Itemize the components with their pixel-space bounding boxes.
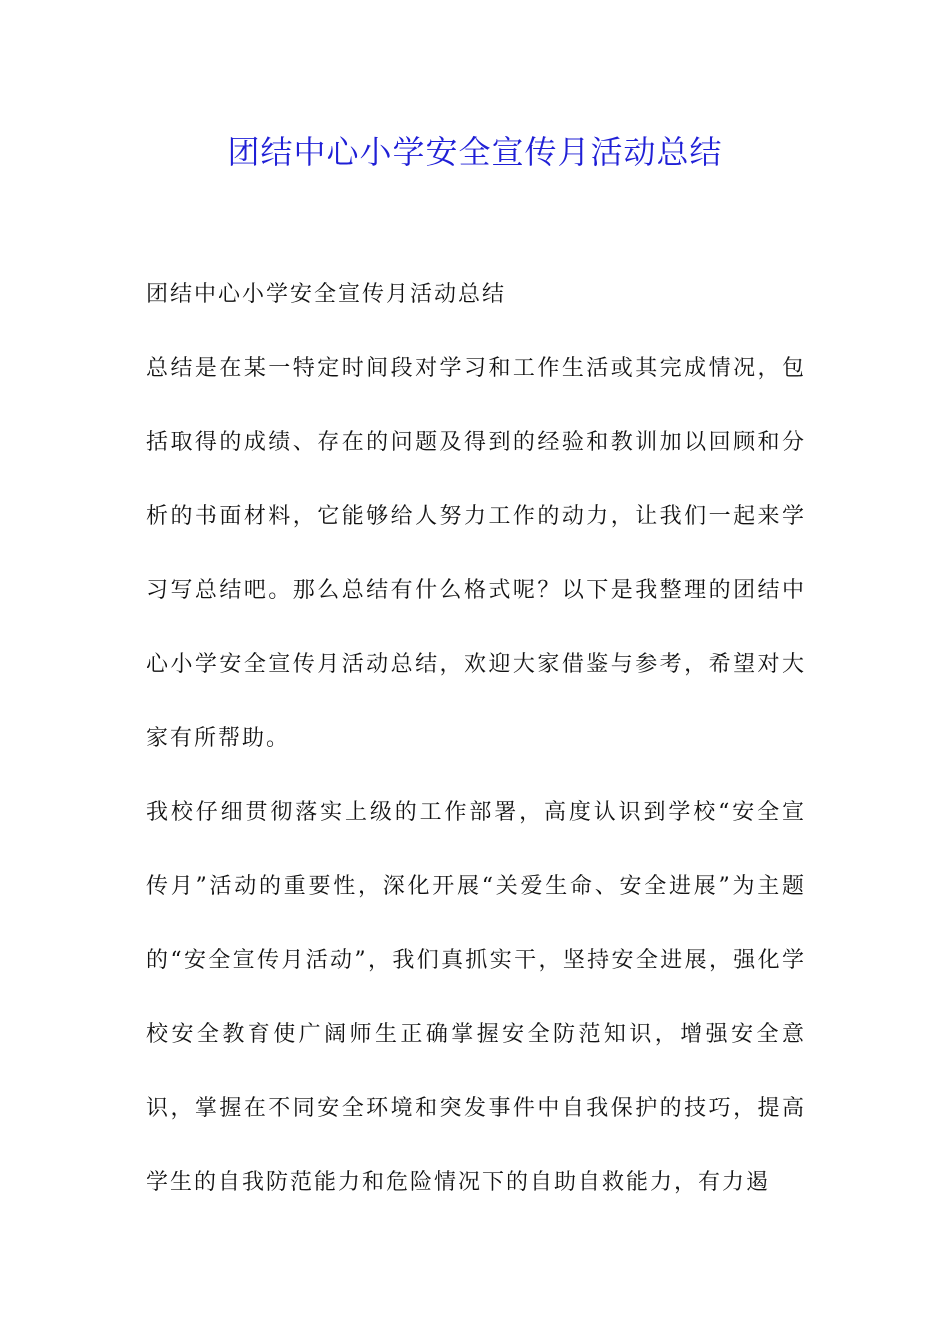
document-title: 团结中心小学安全宣传月活动总结: [227, 133, 723, 171]
paragraph-main: 我校仔细贯彻落实上级的工作部署，高度认识到学校“安全宣传月”活动的重要性，深化开展“关爱生命、安全进展”为主题的“安全宣传月活动”，我们真抓实干，坚持安全进展，强化学校安全教育使广阔师生正确掌握安全防范知识，增强安全意识，掌握在不同安全环境和突发事件中自我保护的技巧，提高学生的自我防范能力和危险情况下的自助自救能力，有力遏: [146, 800, 806, 1195]
paragraph-intro: 总结是在某一特定时间段对学习和工作生活或其完成情况，包括取得的成绩、存在的问题及得到的经验和教训加以回顾和分析的书面材料，它能够给人努力工作的动力，让我们一起来学习写总结吧。那么总结有什么格式呢？以下是我整理的团结中心小学安全宣传月活动总结，欢迎大家借鉴与参考，希望对大家有所帮助。: [146, 356, 806, 751]
paragraph-subtitle: 团结中心小学安全宣传月活动总结: [146, 282, 507, 307]
document-body: [146, 258, 806, 1220]
